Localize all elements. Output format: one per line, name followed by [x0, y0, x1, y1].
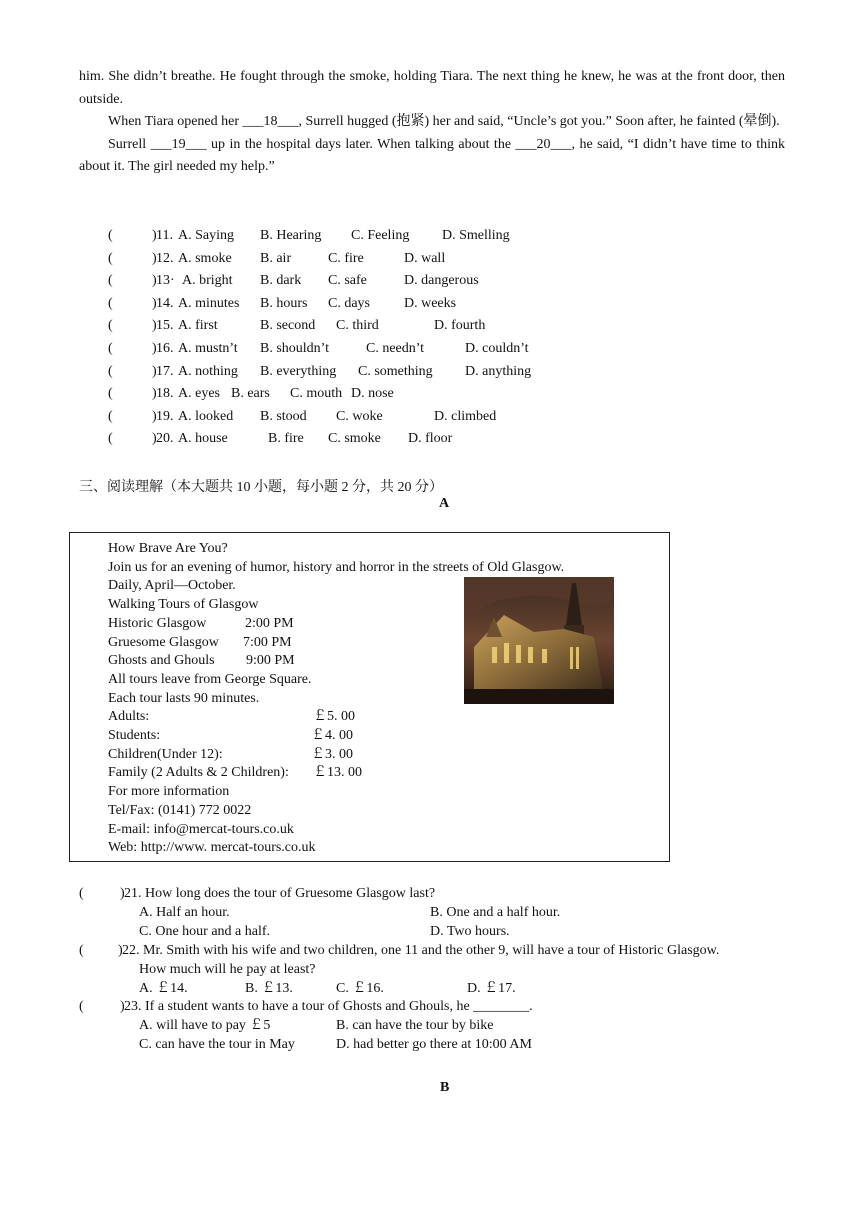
answer-paren-close[interactable]: ) — [152, 228, 157, 243]
answer-option: A. Half an hour. — [139, 905, 230, 920]
price-value: ￡13. 00 — [313, 765, 362, 781]
answer-paren-open[interactable]: ( — [108, 318, 113, 334]
answer-paren-close[interactable]: ) — [152, 431, 157, 447]
cloze-option: C. Feeling — [351, 228, 410, 243]
question-stem-continued: How much will he pay at least? — [139, 962, 316, 977]
tour-time: 2:00 PM — [245, 615, 294, 631]
cloze-option: A. Saying — [178, 228, 234, 243]
answer-option: C. can have the tour in May — [139, 1037, 295, 1052]
cloze-option: C. something — [358, 363, 433, 379]
question-number: 14. — [156, 295, 174, 311]
cloze-option: A. house — [178, 431, 228, 447]
answer-paren-open[interactable]: ( — [108, 363, 113, 379]
answer-option: B. ￡13. — [245, 981, 293, 996]
tour-time: 9:00 PM — [246, 653, 295, 669]
cloze-option: A. nothing — [178, 363, 238, 379]
cloze-option: B. second — [260, 318, 316, 334]
cloze-option: D. couldn’t — [465, 341, 529, 356]
question-stem: 23. If a student wants to have a tour of Ghosts and Ghouls, he ________. — [124, 999, 533, 1014]
cloze-option: B. Hearing — [260, 228, 322, 243]
tour-name: Gruesome Glasgow — [108, 634, 219, 650]
cloze-option: D. anything — [465, 363, 532, 379]
cloze-option: D. wall — [404, 250, 446, 266]
price-label: Adults: — [108, 709, 150, 725]
answer-paren-open[interactable]: ( — [108, 408, 113, 424]
answer-option: B. One and a half hour. — [430, 905, 561, 920]
cloze-option: B. dark — [260, 273, 302, 289]
tour-name: Historic Glasgow — [108, 615, 207, 631]
part-a-label: A — [439, 496, 450, 511]
question-number: 20. — [156, 431, 174, 447]
question-number: 16. — [156, 341, 174, 356]
price-label: Students: — [108, 728, 161, 743]
cloze-option: B. stood — [260, 408, 307, 424]
price-value: ￡5. 00 — [313, 709, 355, 725]
cloze-option: D. dangerous — [404, 273, 479, 289]
cloze-option: A. bright — [182, 273, 233, 289]
contact-line: Tel/Fax: (0141) 772 0022 — [108, 802, 252, 818]
answer-paren-open[interactable]: ( — [108, 228, 113, 243]
cloze-option: B. everything — [260, 363, 337, 379]
price-label: Family (2 Adults & 2 Children): — [108, 765, 289, 781]
cloze-option: C. days — [328, 295, 370, 311]
advert-info: Each tour lasts 90 minutes. — [108, 690, 260, 706]
answer-paren-open[interactable]: ( — [79, 886, 84, 901]
cloze-option: C. smoke — [328, 431, 381, 447]
price-label: Children(Under 12): — [108, 746, 223, 762]
answer-option: B. can have the tour by bike — [336, 1018, 494, 1033]
question-number: 15. — [156, 318, 174, 334]
cloze-option: C. woke — [336, 408, 383, 424]
answer-paren-close[interactable]: ) — [120, 886, 125, 901]
answer-option: D. ￡17. — [467, 981, 516, 996]
question-number: 11. — [156, 228, 173, 243]
cloze-option: C. third — [336, 318, 379, 334]
cloze-option: C. safe — [328, 273, 367, 289]
answer-paren-close[interactable]: ) — [152, 341, 157, 356]
section-heading: 三、阅读理解（本大题共 10 小题，每小题 2 分，共 20 分） — [79, 480, 443, 495]
answer-paren-close[interactable]: ) — [118, 943, 123, 958]
cloze-option: B. hours — [260, 295, 308, 311]
answer-paren-close[interactable]: ) — [152, 295, 157, 311]
answer-paren-open[interactable]: ( — [108, 250, 113, 266]
answer-option: D. had better go there at 10:00 AM — [336, 1037, 532, 1052]
answer-paren-close[interactable]: ) — [152, 386, 157, 402]
price-value: ￡4. 00 — [311, 728, 353, 743]
answer-option: A. ￡14. — [139, 981, 188, 996]
passage — [79, 66, 785, 179]
question-stem: 21. How long does the tour of Gruesome Glasgow last? — [124, 886, 436, 901]
cloze-option: A. eyes — [178, 386, 220, 402]
answer-paren-close[interactable]: ) — [152, 273, 157, 289]
cloze-option: D. fourth — [434, 318, 486, 334]
cloze-option: B. shouldn’t — [260, 341, 329, 356]
answer-paren-close[interactable]: ) — [120, 999, 125, 1014]
advert-line: How Brave Are You? — [108, 541, 228, 556]
answer-paren-open[interactable]: ( — [108, 273, 113, 289]
cloze-option: D. floor — [408, 431, 453, 447]
cloze-option: C. needn’t — [366, 341, 425, 356]
cathedral-photo — [464, 577, 614, 704]
question-number: 13· — [156, 273, 175, 289]
cloze-option: A. smoke — [178, 250, 232, 266]
question-stem: 22. Mr. Smith with his wife and two children, one 11 and the other 9, will have a tour of Historic Glasgow. — [122, 943, 720, 958]
advert-line: Walking Tours of Glasgow — [108, 597, 259, 613]
answer-option: D. Two hours. — [430, 924, 510, 939]
answer-paren-open[interactable]: ( — [79, 943, 84, 958]
answer-paren-open[interactable]: ( — [108, 341, 113, 356]
cloze-option: D. weeks — [404, 295, 457, 311]
answer-paren-open[interactable]: ( — [79, 999, 84, 1014]
answer-paren-close[interactable]: ) — [152, 250, 157, 266]
answer-option: C. ￡16. — [336, 981, 384, 996]
question-number: 17. — [156, 363, 174, 379]
question-number: 19. — [156, 408, 174, 424]
tour-name: Ghosts and Ghouls — [108, 653, 215, 669]
answer-option: C. One hour and a half. — [139, 924, 271, 939]
answer-paren-close[interactable]: ) — [152, 363, 157, 379]
cloze-option: D. climbed — [434, 408, 497, 424]
advert-info: All tours leave from George Square. — [108, 671, 312, 687]
answer-paren-close[interactable]: ) — [152, 408, 157, 424]
advert-line: Join us for an evening of humor, history and horror in the streets of Old Glasgow. — [108, 559, 565, 575]
cloze-option: B. air — [260, 250, 292, 266]
price-value: ￡3. 00 — [311, 746, 353, 762]
question-number: 12. — [156, 250, 174, 266]
cloze-option: A. first — [178, 318, 218, 334]
contact-line: For more information — [108, 784, 230, 800]
cloze-option: A. mustn’t — [178, 341, 238, 356]
passage-paragraph: Surrell ___19___ up in the hospital days later. When talking about the ___20___, he said, “I didn’t have time to think about it. The girl needed my help.” — [79, 136, 785, 174]
question-number: 18. — [156, 386, 174, 402]
answer-paren-open[interactable]: ( — [108, 431, 113, 447]
cloze-option: B. fire — [268, 431, 304, 447]
advert-line: Daily, April—October. — [108, 578, 236, 594]
passage-paragraph: him. She didn’t breathe. He fought through the smoke, holding Tiara. The next thing he knew, he was at the front door, then outside. — [79, 69, 785, 107]
answer-paren-open[interactable]: ( — [108, 386, 113, 402]
cloze-option: A. looked — [178, 408, 234, 424]
tour-time: 7:00 PM — [243, 634, 292, 650]
cloze-option: D. Smelling — [442, 228, 510, 243]
answer-option: A. will have to pay ￡5 — [139, 1018, 271, 1033]
contact-line: E-mail: info@mercat-tours.co.uk — [108, 821, 294, 837]
cloze-option: A. minutes — [178, 295, 240, 311]
passage-paragraph: When Tiara opened her ___18___, Surrell hugged (抱紧) her and said, “Uncle’s got you.” Soon after, he fainted (晕倒). — [108, 114, 780, 129]
cloze-option: C. fire — [328, 250, 364, 266]
cloze-option: B. ears — [231, 386, 270, 402]
answer-paren-open[interactable]: ( — [108, 295, 113, 311]
cloze-option: C. mouth — [290, 386, 343, 402]
contact-line: Web: http://www. mercat-tours.co.uk — [108, 840, 316, 856]
cloze-option: D. nose — [351, 386, 394, 402]
answer-paren-close[interactable]: ) — [152, 318, 157, 334]
part-b-label: B — [440, 1080, 450, 1095]
